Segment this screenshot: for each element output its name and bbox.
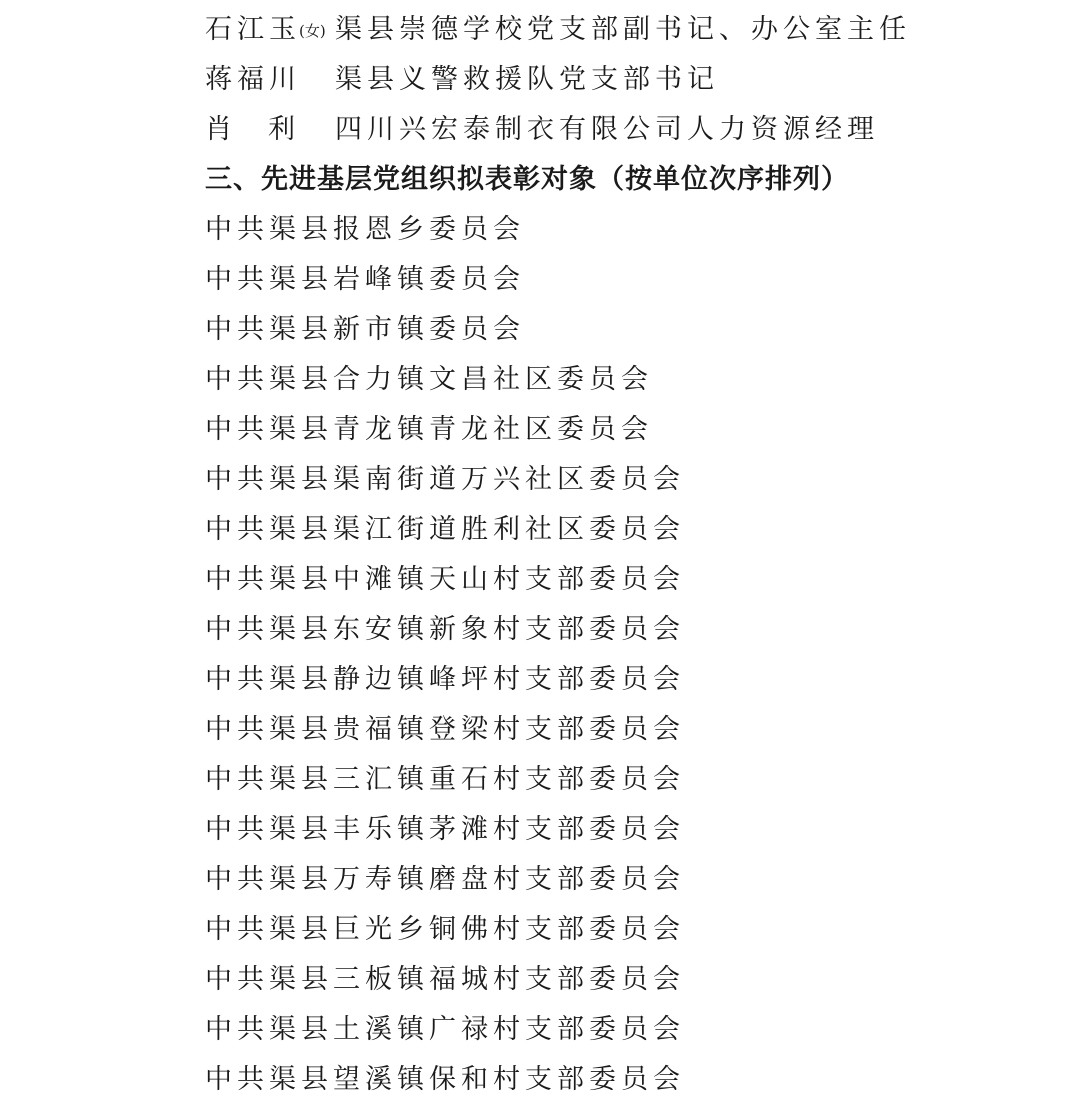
org-list-item: 中共渠县三汇镇重石村支部委员会 [205,764,685,795]
person-sex: (女) [299,22,326,40]
org-list-item: 中共渠县青龙镇青龙社区委员会 [205,414,653,445]
person-name: 石江玉(女) [205,14,326,45]
org-list-item: 中共渠县贵福镇登梁村支部委员会 [205,714,685,745]
person-role: 四川兴宏泰制衣有限公司人力资源经理 [335,114,879,145]
org-list-item: 中共渠县渠江街道胜利社区委员会 [205,514,685,545]
org-list-item: 中共渠县中滩镇天山村支部委员会 [205,564,685,595]
org-list-item: 中共渠县望溪镇保和村支部委员会 [205,1064,685,1095]
org-list-item: 中共渠县万寿镇磨盘村支部委员会 [205,864,685,895]
person-row [205,5,1065,55]
org-list-item: 中共渠县岩峰镇委员会 [205,264,525,295]
org-list-item: 中共渠县报恩乡委员会 [205,214,525,245]
person-role: 渠县崇德学校党支部副书记、办公室主任 [335,14,911,45]
org-list-item: 中共渠县新市镇委员会 [205,314,525,345]
person-name: 肖利 [205,114,331,145]
org-list-item: 中共渠县合力镇文昌社区委员会 [205,364,653,395]
person-role: 渠县义警救援队党支部书记 [335,64,719,95]
org-list-item: 中共渠县三板镇福城村支部委员会 [205,964,685,995]
person-row [205,55,1065,105]
document-body [205,0,1065,1105]
person-name: 蒋福川 [205,64,301,95]
org-list-item: 中共渠县土溪镇广禄村支部委员会 [205,1014,685,1045]
org-list-item: 中共渠县巨光乡铜佛村支部委员会 [205,914,685,945]
org-list-item: 中共渠县东安镇新象村支部委员会 [205,614,685,645]
section-heading: 三、先进基层党组织拟表彰对象（按单位次序排列） [205,164,849,195]
person-row [205,105,1065,155]
org-list-item: 中共渠县丰乐镇茅滩村支部委员会 [205,814,685,845]
org-list-item: 中共渠县渠南街道万兴社区委员会 [205,464,685,495]
org-list-item: 中共渠县静边镇峰坪村支部委员会 [205,664,685,695]
